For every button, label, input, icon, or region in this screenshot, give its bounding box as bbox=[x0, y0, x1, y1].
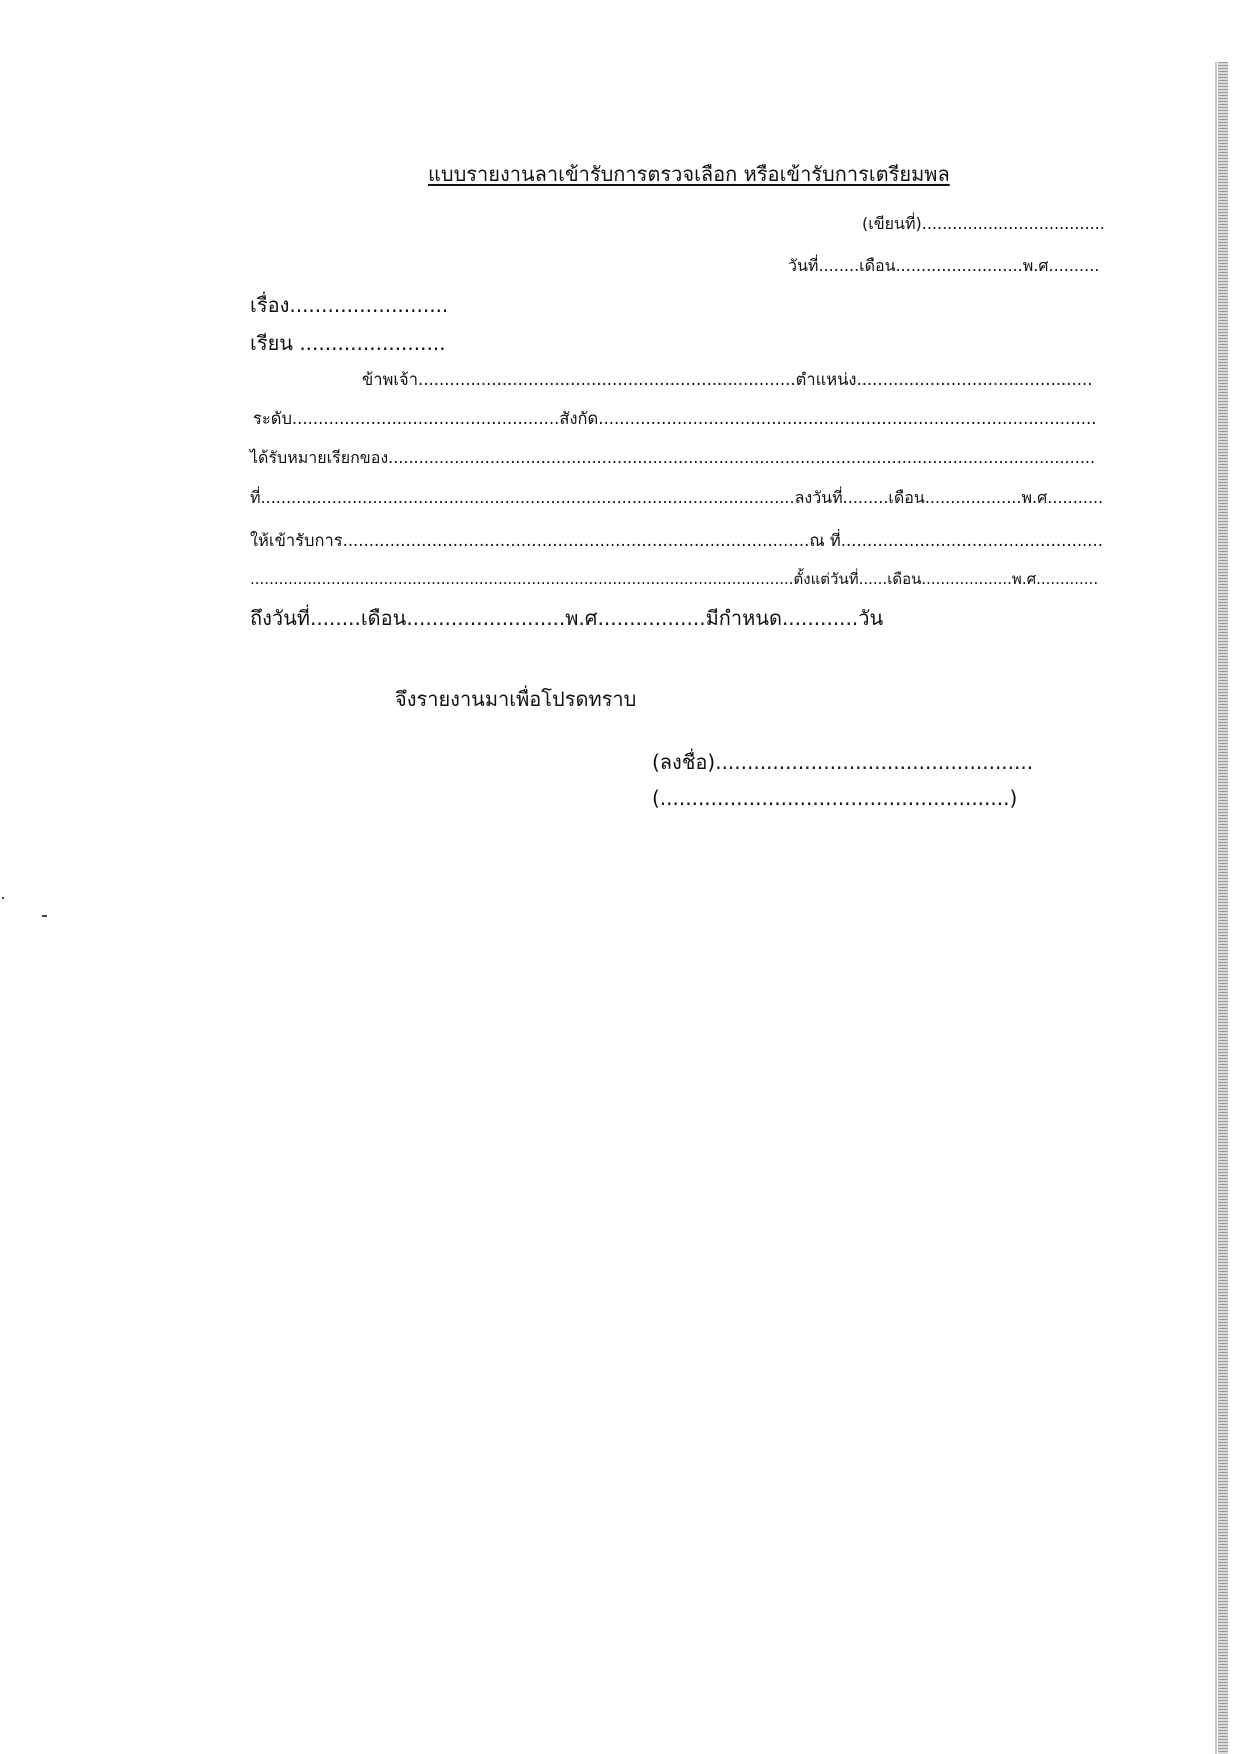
date-field: วันที่........เดือน.........................พ.ศ.......... bbox=[788, 256, 1100, 275]
end-date-line: ถึงวันที่........เดือน.........................พ.ศ.................มีกำหนด............วัน bbox=[250, 606, 884, 630]
summons-line: ได้รับหมายเรียกของ........................................................................................................................................... bbox=[250, 448, 1096, 467]
signature-line: (ลงชื่อ).................................................. bbox=[652, 750, 1034, 774]
level-affiliation-line: ระดับ...................................................สังกัด............................................................................................... bbox=[253, 409, 1097, 428]
scan-speck bbox=[42, 915, 47, 917]
scan-speck bbox=[2, 897, 4, 899]
attend-location-line: ให้เข้ารับการ.........................................................................................ณ ที่.................................................. bbox=[250, 531, 1104, 550]
written-at-field: (เขียนที่).................................... bbox=[862, 214, 1105, 233]
reference-number-line: ที่.........................................................................................................ลงวันที่.........เดือน...................พ.ศ........... bbox=[250, 488, 1104, 507]
name-position-line: ข้าพเจ้า........................................................................ตำแหน่ง............................................. bbox=[362, 370, 1093, 389]
to-field: เรียน ....................... bbox=[250, 331, 446, 355]
subject-field: เรื่อง......................... bbox=[250, 293, 449, 317]
closing-text: จึงรายงานมาเพื่อโปรดทราบ bbox=[395, 687, 637, 711]
signature-name-line: (.......................................................) bbox=[652, 786, 1018, 810]
scan-edge bbox=[1218, 62, 1228, 1754]
start-date-line: ..................................................................................................................ตั้งแต่วันที่......เดือน...................พ.ศ............. bbox=[250, 570, 1099, 588]
form-title: แบบรายงานลาเข้ารับการตรวจเลือก หรือเข้ารับการเตรียมพล bbox=[428, 162, 950, 186]
